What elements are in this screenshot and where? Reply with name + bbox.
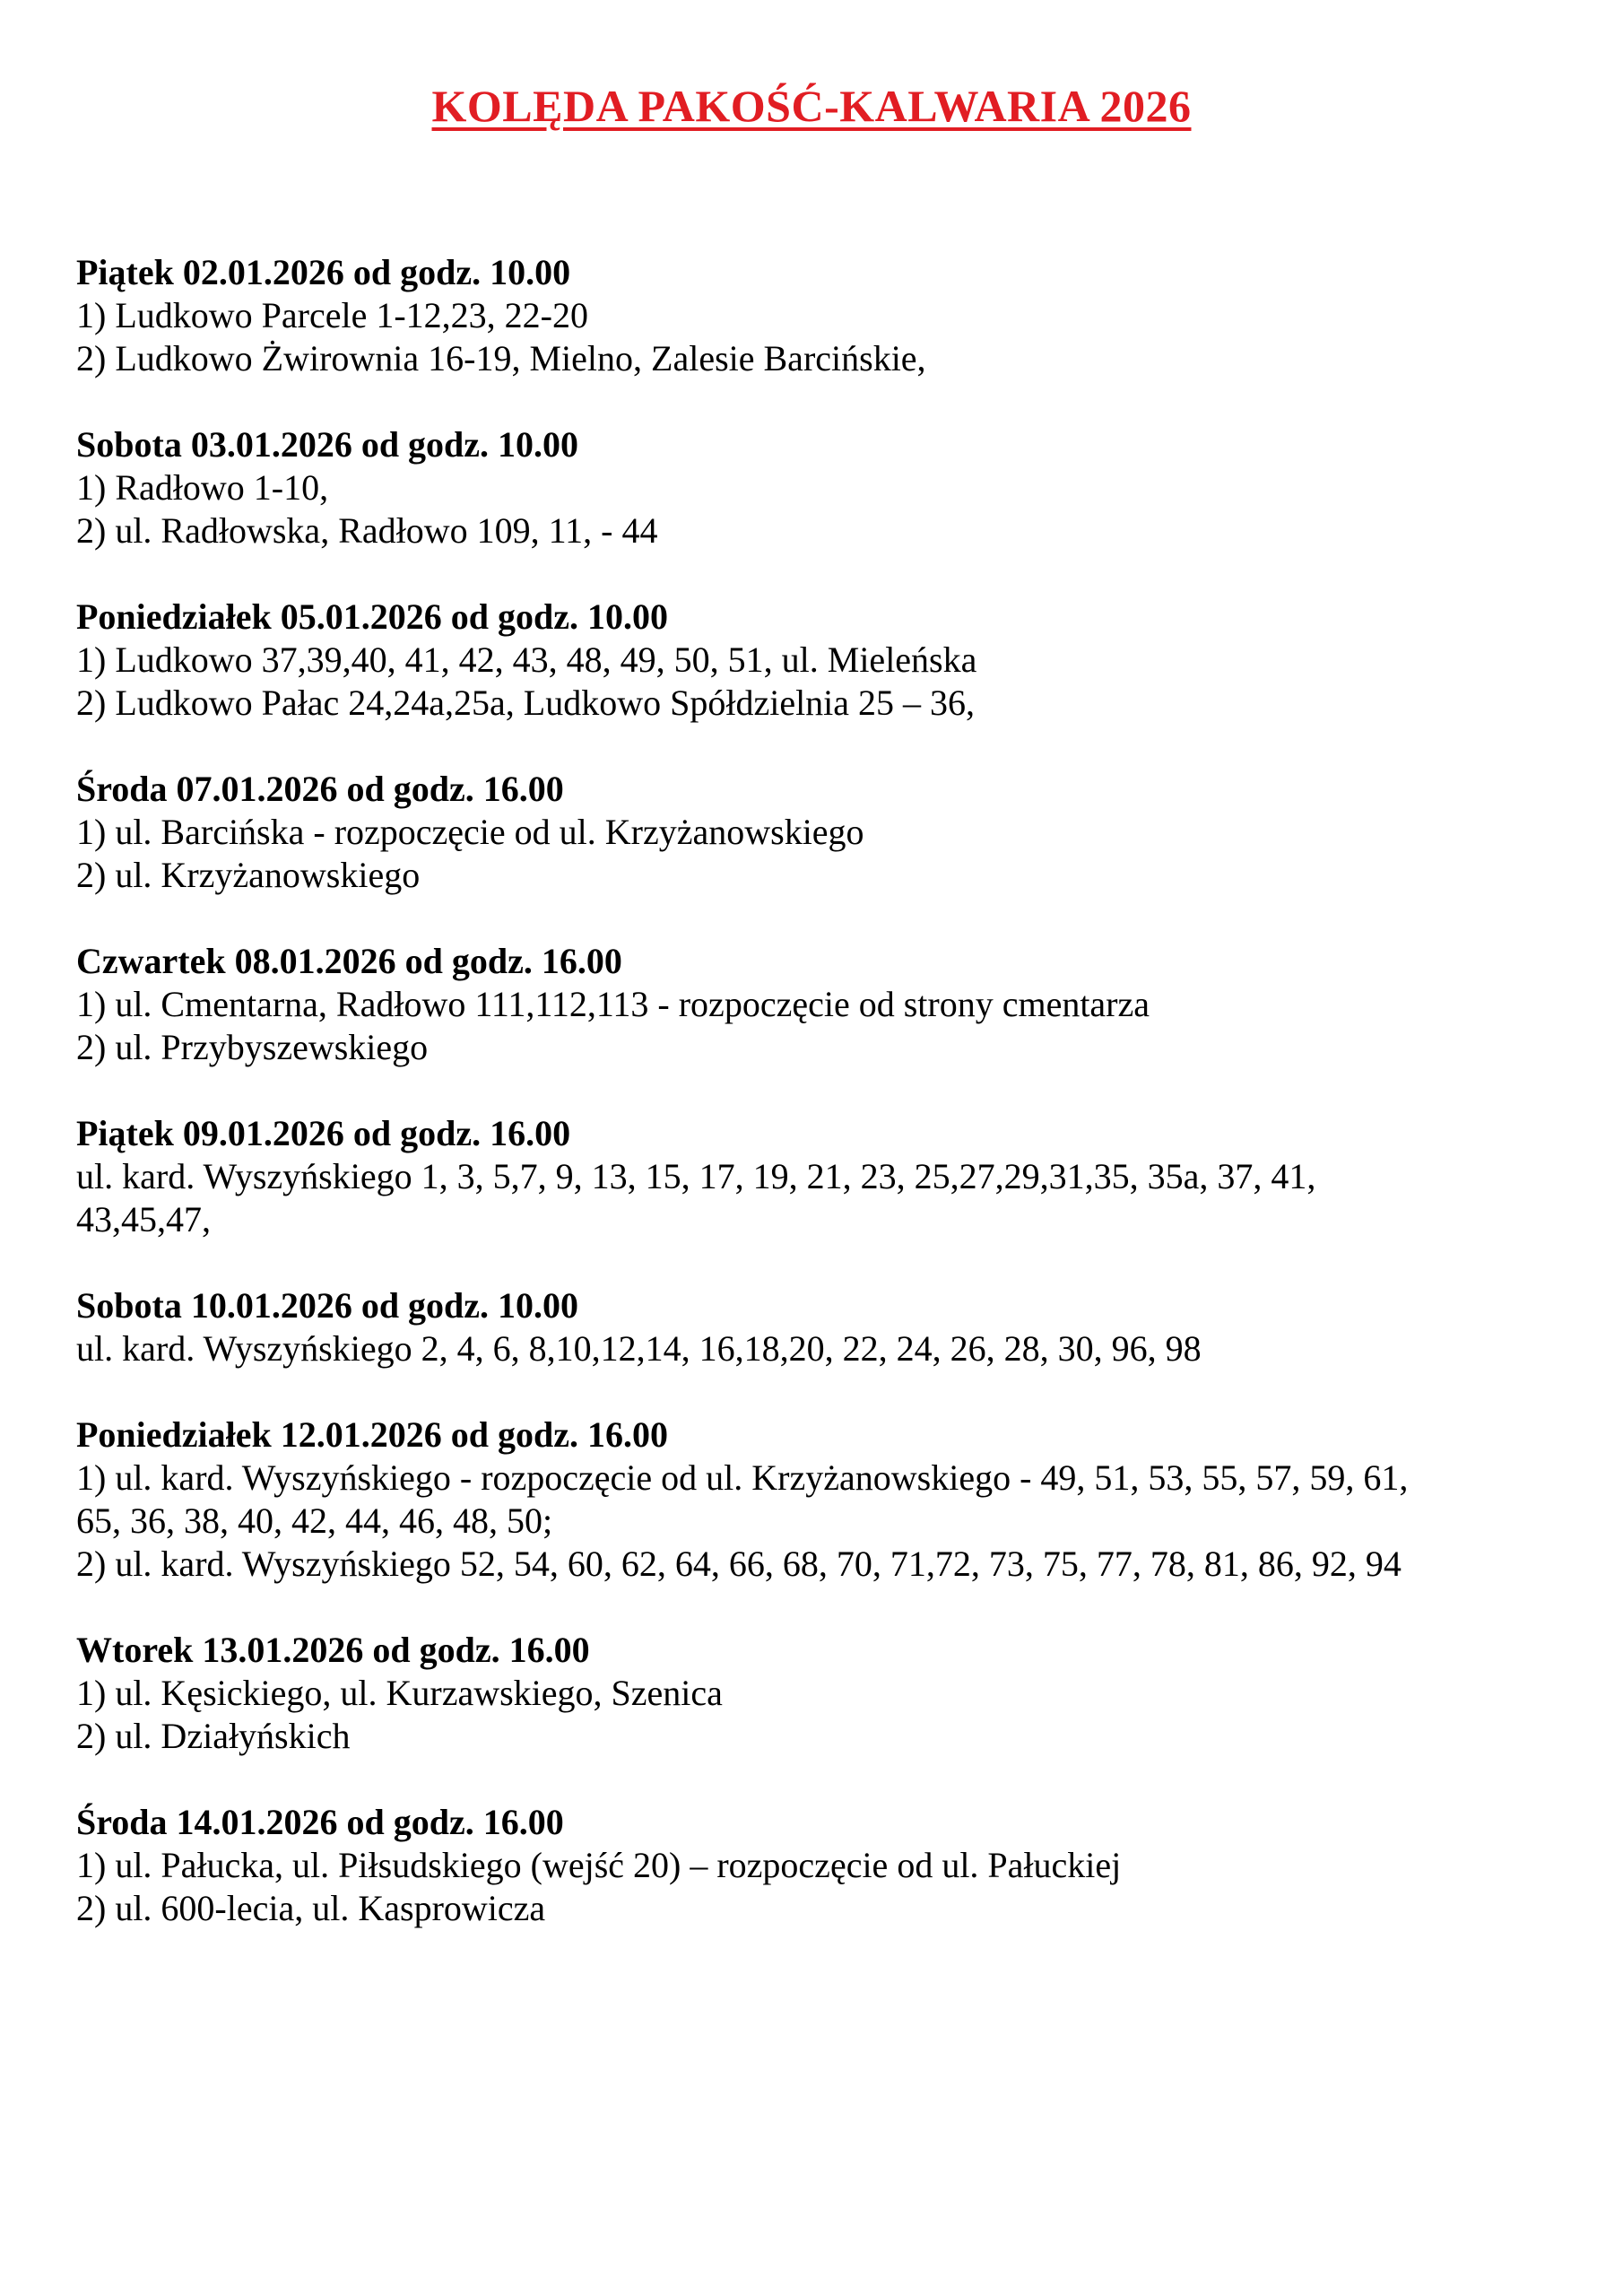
section-line: 1) ul. Barcińska - rozpoczęcie od ul. Krzyżanowskiego [76, 812, 864, 852]
section-heading: Środa 14.01.2026 od godz. 16.00 [76, 1802, 564, 1842]
section-heading: Czwartek 08.01.2026 od godz. 16.00 [76, 941, 622, 981]
section-line: 1) ul. Kęsickiego, ul. Kurzawskiego, Szenica [76, 1673, 723, 1713]
section-heading: Piątek 02.01.2026 od godz. 10.00 [76, 252, 571, 292]
section-line: 65, 36, 38, 40, 42, 44, 46, 48, 50; [76, 1500, 553, 1541]
schedule-section [76, 423, 1547, 552]
section-heading: Piątek 09.01.2026 od godz. 16.00 [76, 1113, 571, 1153]
section-line: 1) Ludkowo 37,39,40, 41, 42, 43, 48, 49, 50, 51, ul. Mieleńska [76, 639, 977, 680]
section-line: 2) ul. Działyńskich [76, 1716, 351, 1756]
schedule-section [76, 596, 1547, 725]
section-heading: Poniedziałek 05.01.2026 od godz. 10.00 [76, 596, 669, 637]
schedule-section [76, 1112, 1547, 1241]
section-heading: Sobota 10.01.2026 od godz. 10.00 [76, 1285, 579, 1326]
schedule-sections [76, 251, 1547, 1930]
schedule-section [76, 940, 1547, 1069]
section-line: 1) Radłowo 1-10, [76, 467, 329, 508]
section-line: 1) ul. Pałucka, ul. Piłsudskiego (wejść 20) – rozpoczęcie od ul. Pałuckiej [76, 1845, 1122, 1885]
schedule-section [76, 1413, 1547, 1586]
section-heading: Poniedziałek 12.01.2026 od godz. 16.00 [76, 1414, 669, 1455]
section-line: 1) ul. kard. Wyszyńskiego - rozpoczęcie od ul. Krzyżanowskiego - 49, 51, 53, 55, 57, 59, 61, [76, 1457, 1409, 1498]
section-line: 2) ul. kard. Wyszyńskiego 52, 54, 60, 62, 64, 66, 68, 70, 71,72, 73, 75, 77, 78, 81, 86, 92, 94 [76, 1544, 1402, 1584]
section-line: 2) Ludkowo Żwirownia 16-19, Mielno, Zalesie Barcińskie, [76, 338, 926, 378]
section-line: ul. kard. Wyszyńskiego 1, 3, 5,7, 9, 13, 15, 17, 19, 21, 23, 25,27,29,31,35, 35a, 37, 41, [76, 1156, 1316, 1196]
section-line: ul. kard. Wyszyńskiego 2, 4, 6, 8,10,12,14, 16,18,20, 22, 24, 26, 28, 30, 96, 98 [76, 1328, 1202, 1369]
section-line: 2) Ludkowo Pałac 24,24a,25a, Ludkowo Spółdzielnia 25 – 36, [76, 683, 976, 723]
section-line: 43,45,47, [76, 1199, 211, 1239]
section-line: 1) Ludkowo Parcele 1-12,23, 22-20 [76, 295, 588, 335]
section-line: 1) ul. Cmentarna, Radłowo 111,112,113 - rozpoczęcie od strony cmentarza [76, 984, 1150, 1024]
schedule-section [76, 251, 1547, 380]
section-line: 2) ul. Radłowska, Radłowo 109, 11, - 44 [76, 510, 658, 551]
schedule-section [76, 1629, 1547, 1758]
schedule-section [76, 1284, 1547, 1370]
schedule-section [76, 768, 1547, 897]
section-heading: Sobota 03.01.2026 od godz. 10.00 [76, 424, 579, 465]
section-line: 2) ul. 600-lecia, ul. Kasprowicza [76, 1888, 546, 1928]
document-title: KOLĘDA PAKOŚĆ-KALWARIA 2026 [431, 81, 1192, 131]
section-heading: Wtorek 13.01.2026 od godz. 16.00 [76, 1630, 590, 1670]
schedule-section [76, 1801, 1547, 1930]
section-line: 2) ul. Przybyszewskiego [76, 1027, 429, 1067]
section-line: 2) ul. Krzyżanowskiego [76, 855, 421, 895]
section-heading: Środa 07.01.2026 od godz. 16.00 [76, 769, 564, 809]
